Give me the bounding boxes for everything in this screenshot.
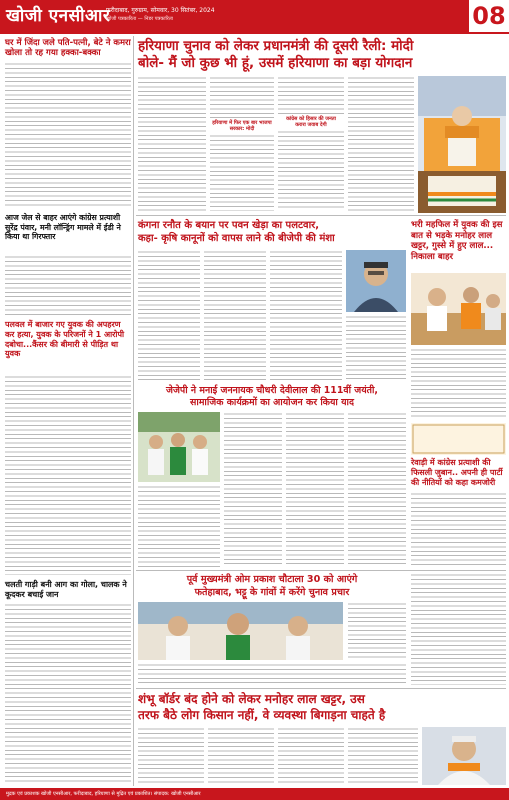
lead-body-col3 [278,76,344,114]
chautala-body-side [348,602,406,660]
chautala-body [138,663,406,685]
page-number: 08 [469,0,509,32]
story-headline-car-fire: चलती गाड़ी बनी आग का गोला, चालक ने कूदकर बचाई जान [5,580,127,599]
kangana-headline-line1: कंगना रनौत के बयान पर पवन खेड़ा का पलटवार, [138,220,320,231]
lead-body-col4 [348,76,414,211]
lead-subhead-2-line2: करारा जवाब देगी [295,122,327,128]
khattar-rally-photo [411,273,506,345]
section-divider [136,215,506,216]
khattar-rally-body [411,348,506,420]
rewari-body [411,492,506,567]
tagline: खोजी पत्रकारिता — निडर पत्रकारिता [106,16,173,22]
devilal-body-col4 [348,412,406,567]
kangana-body-col4 [346,315,406,380]
bottom-headline-line1: शंभू बॉर्डर बंद होने को लेकर मनोहर लाल खट्टर, उस [138,692,365,706]
chautala-photo [138,602,343,660]
lead-subhead-2-line1: कांग्रेस को हिसार की जनता [286,116,336,122]
brand-logo: खोजी एनसीआर [6,6,111,26]
story-body-palwal [5,375,131,575]
devilal-body-col1 [138,485,220,567]
rewari-headline: रेवाड़ी में कांग्रेस प्रत्याशी की फिसली जुबान.. अपनी ही पार्टी की नीतियों को कहा कमजोरी [411,458,503,487]
lead-subhead-2 [278,116,344,128]
kangana-body-col3 [270,250,342,380]
masthead-rule [0,32,509,34]
lead-headline-line2: बोले- मैं जो कुछ भी हूं, उसमें हरियाणा का बड़ा योगदान [138,55,413,71]
lead-subhead-1 [210,120,274,132]
column-divider [133,36,134,786]
story-headline-panwar: आज जेल से बाहर आएंगे कांग्रेस प्रत्याशी सुरेंद्र पंवार, मनी लॉन्ड्रिंग मामले में ईडी ने किया था गिरफ्तार [5,213,121,241]
modi-rally-photo [418,76,506,213]
khattar-rally-headline: भरी महफिल में युवक की इस बात से भड़के मनोहर लाल खट्टर, गुस्से में हुए लाल... निकाला बाहर [411,220,503,262]
story-headline-fire: घर में जिंदा जले पति-पत्नी, बेटे ने कमरा खोला तो रह गया हक्का-बक्का [5,38,131,58]
bottom-headline-line2: तरफ बैठे लोग किसान नहीं, वे व्यवस्था बिगाड़ना चाहते है [138,708,386,722]
section-divider-2 [136,570,506,571]
lead-subhead-1-line1: हरियाणा में फिर एक बार भाजपा [212,120,272,126]
story-headline-palwal: पलवल में बाजार गए युवक की अपहरण कर हत्या, युवक के परिजनों ने 1 आरोपी दबोचा...कैंसर की बीमारी से पीड़ित था युवक [5,320,125,359]
lead-body-col1 [138,76,206,211]
kangana-body-col1 [138,250,200,380]
bottom-body-col2 [208,727,274,785]
khattar-photo [422,727,506,785]
devilal-headline-line1: जेजेपी ने मनाई जननायक चौधरी देवीलाल की 111वीं जयंती, [166,385,378,396]
rewari-ad-box [411,423,506,455]
lead-subhead-1-line2: सरकार: मोदी [229,126,255,132]
bottom-body-col3 [278,727,344,785]
story-body-fire [5,62,131,208]
devilal-body-col2 [224,412,282,567]
story-body-car-fire [5,603,131,783]
lead-headline-line1: हरियाणा चुनाव को लेकर प्रधानमंत्री की दूसरी रैली: मोदी [138,38,414,54]
story-body-panwar [5,255,131,315]
lead-body-col3b [278,130,344,211]
section-divider-3 [136,688,506,689]
jjp-event-photo [138,412,220,482]
pawan-khera-photo [346,250,406,312]
lead-body-col2 [210,76,274,118]
dateline: फरीदाबाद, गुरुग्राम, सोमवार, 30 सितंबर, 2024 [106,7,215,14]
chautala-headline-line1: पूर्व मुख्यमंत्री ओम प्रकाश चौटाला 30 को आएंगे [186,574,358,585]
chautala-headline-line2: फतेहाबाद, भट्टू के गांवों में करेंगे चुनाव प्रचार [194,587,350,598]
kangana-headline-line2: कहा- कृषि कानूनों को वापस लाने की बीजेपी की मंशा [138,233,335,244]
bottom-body-col4 [348,727,418,785]
kangana-body-col2 [204,250,266,380]
bottom-body-col1 [138,727,204,785]
lead-body-col2b [210,134,274,211]
right-brief-body [411,573,506,685]
devilal-body-col3 [286,412,344,567]
footer-imprint: मुद्रक एवं प्रकाशक खोजी एनसीआर, फरीदाबाद, हरियाणा से मुद्रित एवं प्रकाशित। संपादक: खोजी एनसीआर [6,791,201,797]
devilal-headline-line2: सामाजिक कार्यक्रमों का आयोजन कर किया याद [190,397,354,408]
